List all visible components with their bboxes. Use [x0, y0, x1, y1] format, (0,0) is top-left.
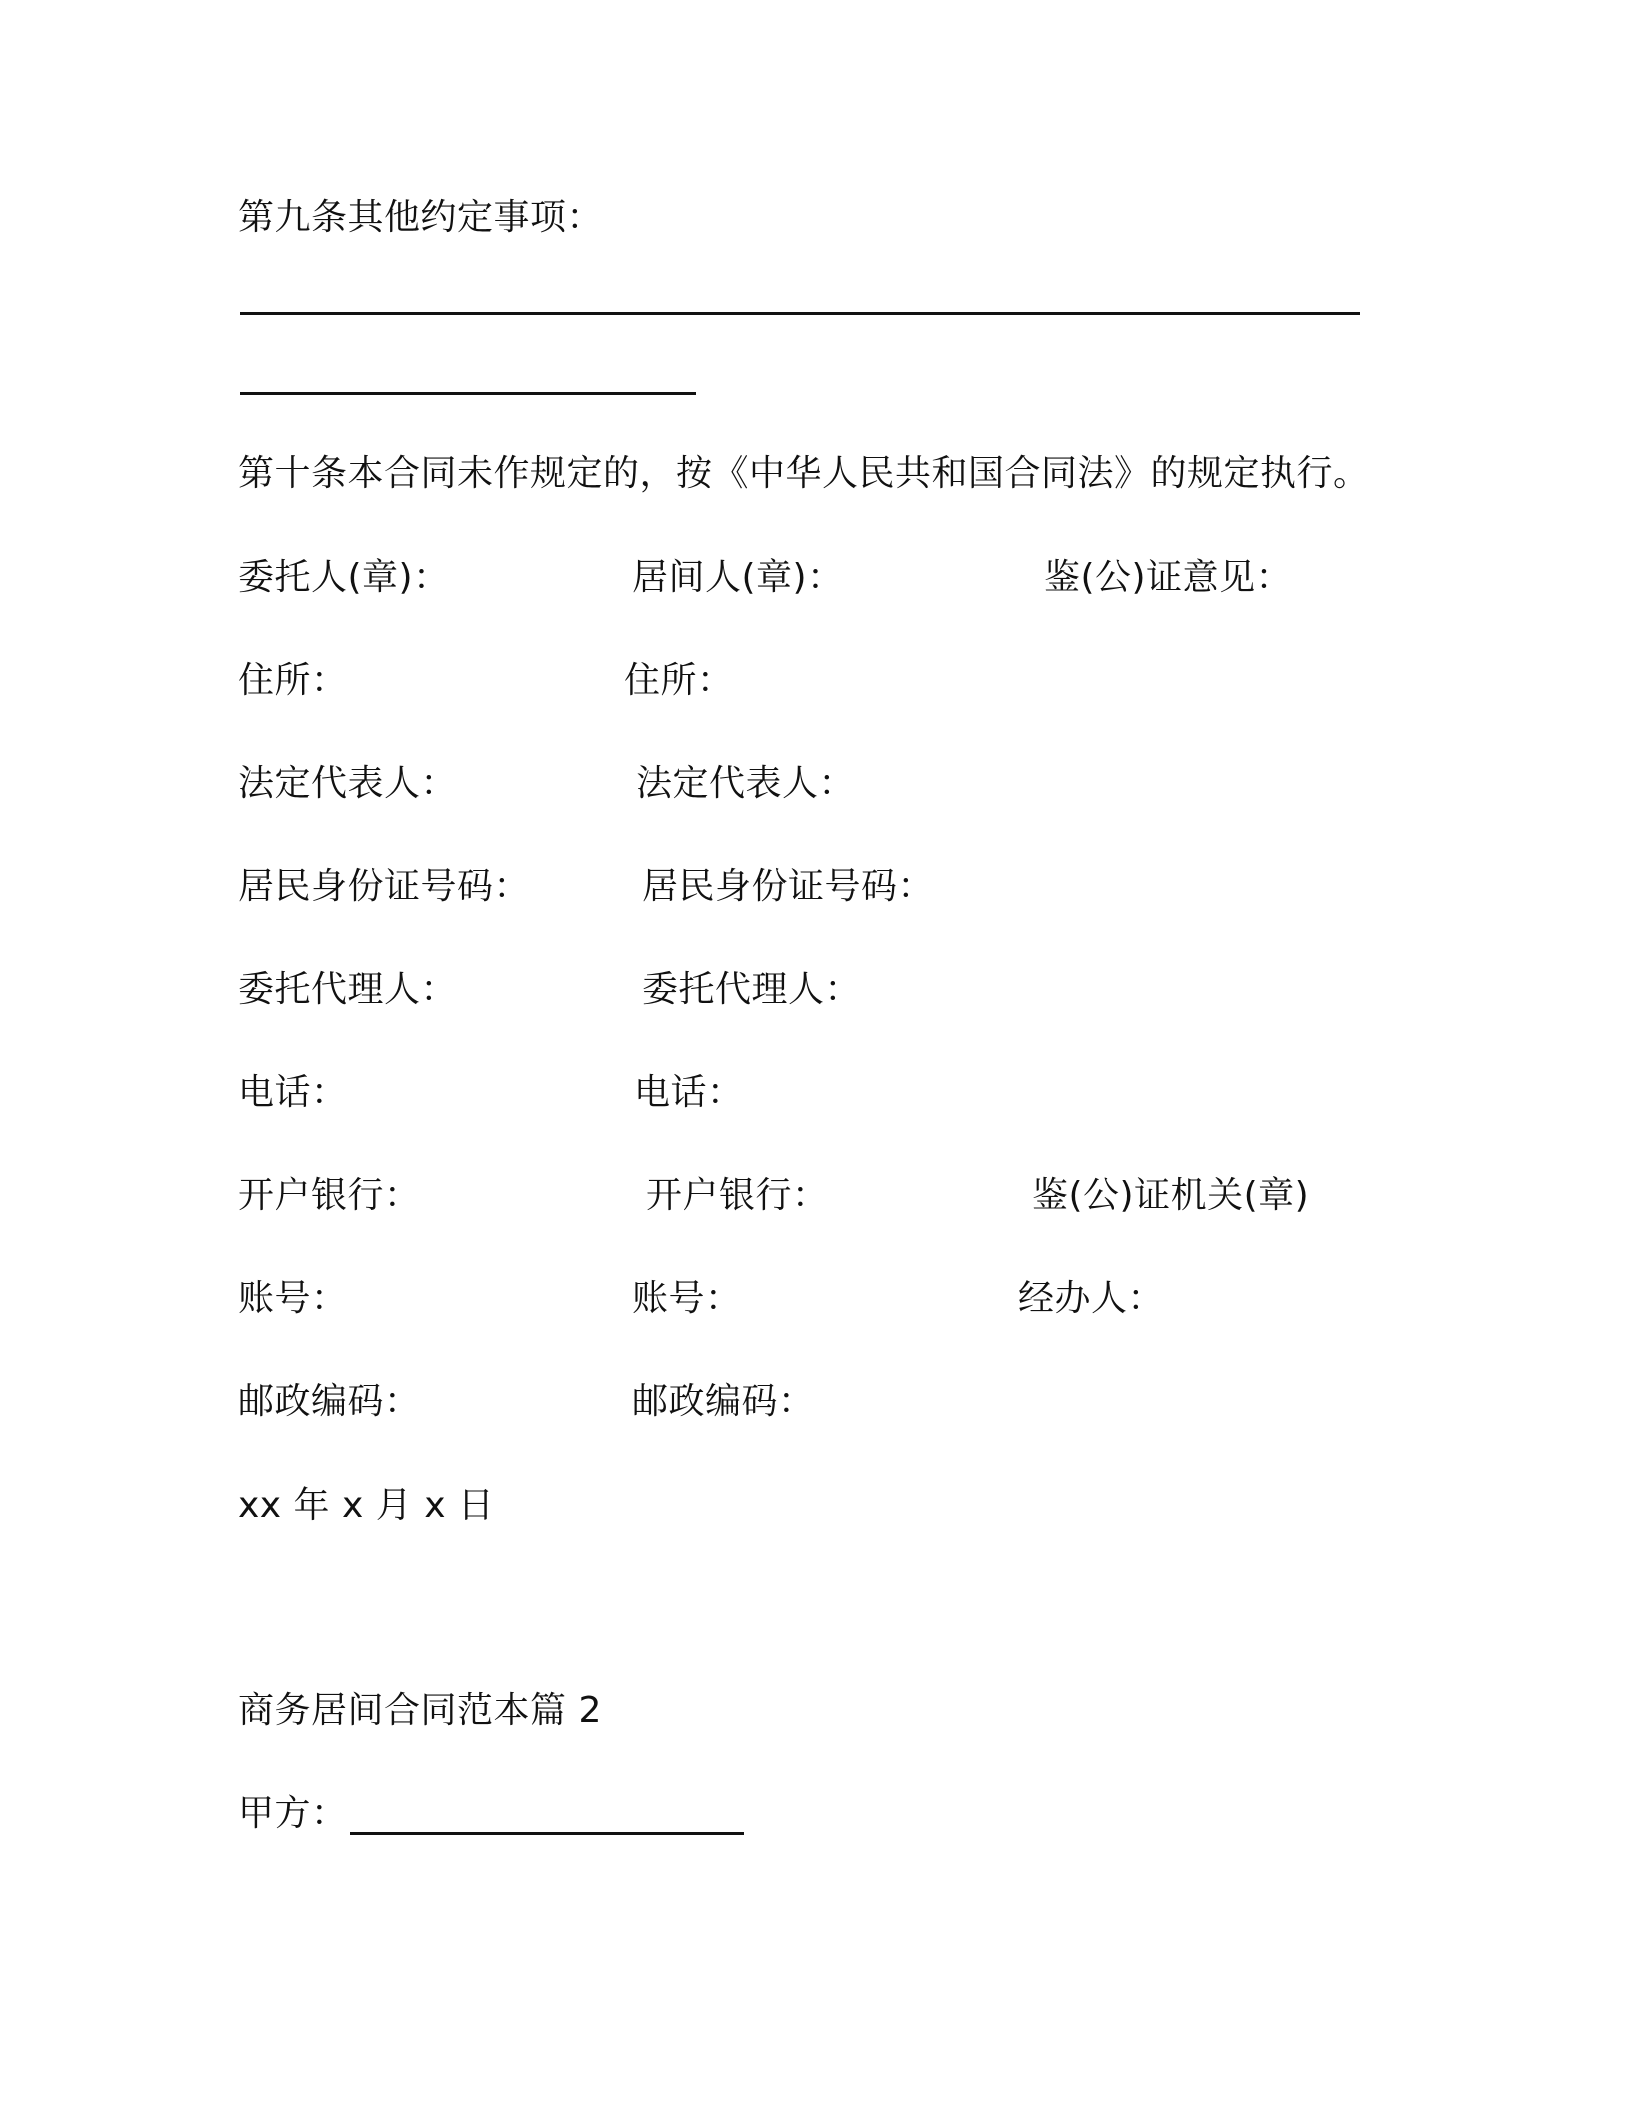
principal-id-number-label: 居民身份证号码：: [238, 866, 531, 907]
principal-postcode-label: 邮政编码：: [238, 1381, 421, 1422]
broker-legal-rep-label: 法定代表人：: [636, 763, 856, 804]
broker-account-label: 账号：: [632, 1278, 742, 1319]
notary-office-seal-label: 鉴(公)证机关(章): [1032, 1175, 1310, 1216]
party-a-fill-in-line[interactable]: [350, 1832, 744, 1835]
broker-agent-label: 委托代理人：: [642, 969, 862, 1010]
signing-date: xx 年 x 月 x 日: [238, 1485, 495, 1526]
broker-bank-label: 开户银行：: [646, 1175, 829, 1216]
broker-phone-label: 电话：: [634, 1072, 744, 1113]
handler-label: 经办人：: [1018, 1278, 1165, 1319]
principal-phone-label: 电话：: [238, 1072, 348, 1113]
clause-10-text: 第十条本合同未作规定的，按《中华人民共和国合同法》的规定执行。: [238, 453, 1370, 494]
broker-seal-label: 居间人(章)：: [632, 557, 844, 598]
principal-agent-label: 委托代理人：: [238, 969, 458, 1010]
principal-legal-rep-label: 法定代表人：: [238, 763, 458, 804]
clause-9-label: 第九条其他约定事项：: [238, 197, 604, 238]
fill-in-line[interactable]: [240, 392, 696, 395]
party-a-label: 甲方：: [238, 1793, 348, 1834]
principal-address-label: 住所：: [238, 660, 348, 701]
broker-address-label: 住所：: [624, 660, 734, 701]
fill-in-line[interactable]: [240, 312, 1360, 315]
principal-account-label: 账号：: [238, 1278, 348, 1319]
broker-postcode-label: 邮政编码：: [632, 1381, 815, 1422]
broker-id-number-label: 居民身份证号码：: [642, 866, 935, 907]
principal-seal-label: 委托人(章)：: [238, 557, 450, 598]
principal-bank-label: 开户银行：: [238, 1175, 421, 1216]
notary-opinion-label: 鉴(公)证意见：: [1044, 557, 1293, 598]
section-2-title: 商务居间合同范本篇 2: [238, 1690, 602, 1731]
